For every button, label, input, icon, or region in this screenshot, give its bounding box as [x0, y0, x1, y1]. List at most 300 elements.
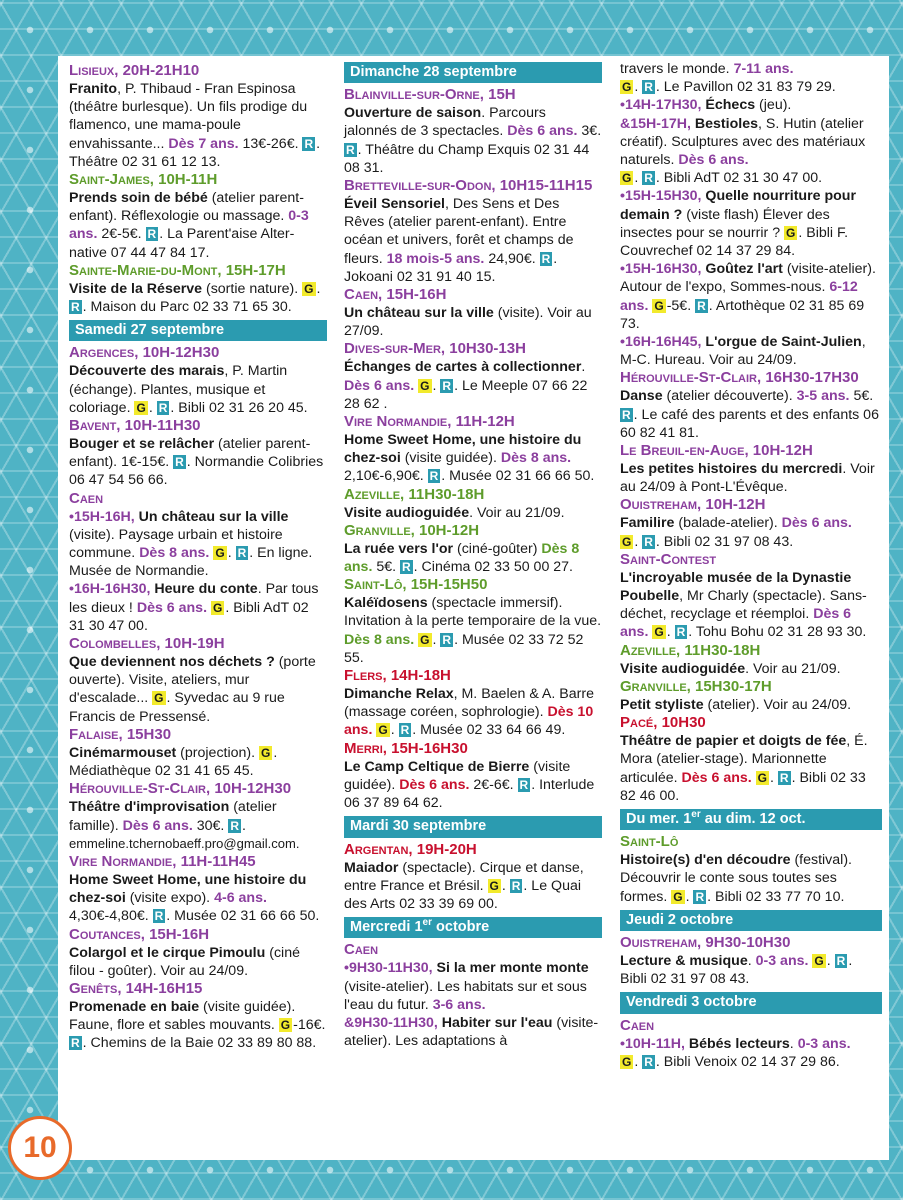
event-text: , S. Hutin (atelier créatif). Sculptures avec des matériaux naturels.: [620, 115, 866, 169]
event-info: . Théâtre 02 31 61 12 13.: [69, 135, 321, 170]
event-info: . Normandie Colibries 06 47 54 56 66.: [69, 454, 324, 489]
price: 3€.: [577, 123, 602, 140]
age-label: Dès 6 ans.: [136, 599, 208, 616]
event-entry: [69, 80, 327, 171]
event-text: (visite expo).: [125, 890, 215, 907]
event-text: (festival). Découvrir le conte sous toutes ses formes.: [620, 852, 852, 905]
event-location: Argences, 10H-12H30: [69, 344, 220, 362]
event-title: Découverte des marais: [69, 363, 225, 380]
event-text: . Parcours jalonnés de 3 spectacles.: [344, 105, 546, 140]
free-badge: G: [136, 400, 146, 415]
day-header: Mardi 30 septembre: [344, 816, 602, 837]
event-text: , Mr Charly (spectacle). Sans-déchet, recyclage et réemploi.: [620, 588, 867, 623]
event-title: Visite audioguidée: [344, 504, 470, 521]
free-badge: G: [654, 298, 664, 313]
free-badge: G: [304, 281, 314, 296]
event-entry: Découverte des marais, P. Martin (échange). Plantes, musique et coloriage. G . R . Bibli 02 31 26 20 45.: [69, 363, 308, 416]
event-location: Bretteville-sur-Odon, 10H15-11H15: [344, 177, 593, 195]
event-title: Home Sweet Home, une histoire du chez-soi: [69, 871, 307, 907]
event-location: Azeville, 11H30-18H: [620, 641, 761, 659]
reservation-badge: R: [346, 142, 355, 157]
event-title: Cinémarmouset: [69, 744, 177, 761]
event-entry: [620, 333, 882, 369]
reservation-badge: R: [429, 469, 439, 484]
event-location: Granville, 15H30-17H: [620, 677, 772, 695]
event-title: La ruée vers l'or: [344, 540, 454, 557]
price: -5€.: [666, 297, 696, 314]
event-title: Histoire(s) d'en découdre: [620, 852, 791, 869]
free-badge: G: [757, 770, 768, 785]
event-title: Bouger et se relâcher: [69, 436, 215, 453]
event-entry: [344, 195, 602, 286]
event-text: .: [747, 952, 756, 969]
event-info: . Bibli F. Couvrechef 02 14 37 29 84.: [620, 224, 849, 260]
event-title: Habiter sur l'eau: [437, 1014, 553, 1031]
event-text: (visite-atelier). Autour de l'expo, Sommes-nous.: [620, 261, 876, 296]
event-title: L'orgue de Saint-Julien: [701, 334, 862, 351]
event-title: Promenade en baie: [69, 998, 200, 1015]
event-text: (atelier famille).: [69, 799, 277, 834]
free-badge: G: [489, 878, 499, 893]
event-entry: [69, 998, 327, 1053]
free-badge: G: [420, 378, 430, 393]
event-title: L'incroyable musée de la Dynastie Poubelle: [620, 569, 852, 605]
age-label: 0-3 ans.: [755, 952, 809, 969]
reservation-badge: R: [237, 546, 247, 561]
age-label: Dès 8 ans.: [500, 450, 572, 467]
event-info: . Bibli 02 31 97 08 43.: [620, 952, 853, 988]
time-bullet: &15H-17H,: [620, 115, 691, 132]
event-info: . Tohu Bohu 02 31 28 93 30.: [688, 624, 867, 641]
event-text: . Voir au 21/09.: [745, 660, 841, 677]
event-entry: •15H-16H, Un château sur la ville (visite). Paysage urbain et histoire commune. Dès 8 ans. G . R . En ligne. Musée de Normandie.: [69, 508, 313, 580]
event-location: Merri, 15H-16H30: [344, 739, 468, 757]
event-info: . Musée 02 31 66 66 50.: [166, 908, 320, 925]
event-location: Sainte-Marie-du-Mont, 15H-17H: [69, 261, 286, 279]
event-location: Caen, 15H-16H: [344, 286, 447, 304]
event-text: (visite guidée).: [344, 758, 571, 793]
event-info: . Théâtre du Champ Exquis 02 31 44 08 31.: [344, 141, 590, 176]
time-bullet: •10H-11H,: [620, 1035, 685, 1052]
free-badge: G: [261, 745, 271, 760]
event-text: , M-C. Hureau. Voir au 24/09.: [620, 334, 866, 369]
reservation-badge: R: [779, 770, 789, 785]
age-label: 7-11 ans.: [733, 61, 794, 77]
event-location: Saint-James, 10H-11H: [69, 171, 218, 189]
event-entry: [620, 696, 882, 714]
event-info: . Cinéma 02 33 50 00 27.: [413, 559, 573, 576]
event-title: Théâtre de papier et doigts de fée: [620, 733, 847, 750]
event-info: . Bibli Venoix 02 14 37 29 86.: [655, 1053, 840, 1070]
event-title: Franito: [69, 81, 118, 97]
event-text: (spectacle immersif). Invitation à la perte temporaire de la vue.: [344, 595, 602, 630]
event-info: . Bibli AdT 02 31 30 47 00.: [655, 170, 823, 187]
event-info: . Musée 02 33 64 66 49.: [412, 722, 566, 739]
event-text: . Par tous les dieux !: [69, 581, 319, 616]
event-entry: [69, 653, 327, 726]
event-entry: Histoire(s) d'en découdre (festival). Découvrir le conte sous toutes ses formes. G . R . Bibli 02 33 77 70 10.: [620, 852, 852, 905]
event-location: Ouistreham, 10H-12H: [620, 496, 766, 514]
column-3: [620, 60, 882, 1071]
event-entry: [620, 660, 882, 678]
event-info: . Bibli 02 33 82 46 00.: [620, 769, 866, 804]
event-location: Caen: [344, 941, 379, 959]
event-text: travers le monde.: [620, 61, 734, 77]
event-entry: [69, 435, 327, 490]
contact-email: emmeline.tchernobaeff.pro@gmail.com.: [69, 835, 300, 851]
event-entry: •10H-11H, Bébés lecteurs. 0-3 ans. G . R . Bibli Venoix 02 14 37 29 86.: [620, 1035, 851, 1070]
event-entry: •14H-17H30, Échecs (jeu). &15H-17H, Bestioles, S. Hutin (atelier créatif). Sculptures avec des matériaux naturels. Dès 6 ans. G . R . Bibli AdT 02 31 30 47 00.: [620, 97, 866, 187]
reservation-badge: R: [304, 136, 314, 151]
event-entry: Maiador (spectacle). Cirque et danse, entre France et Brésil. G . R . Le Quai des Arts 02 33 39 69 00.: [344, 859, 584, 912]
event-location: Hérouville-St-Clair, 16H30-17H30: [620, 369, 859, 387]
event-text: (visite). Paysage urbain et histoire commune.: [69, 526, 283, 562]
event-entry: Familire (balade-atelier). Dès 6 ans. G . R . Bibli 02 31 97 08 43.: [620, 515, 852, 550]
price: 30€.: [192, 817, 229, 834]
age-label: Dès 6 ans.: [620, 606, 852, 641]
event-location: Lisieux, 20H-21H10: [69, 62, 200, 79]
event-info: . Maison du Parc 02 33 71 65 30.: [82, 299, 292, 316]
event-title: Lecture & musique: [620, 952, 748, 969]
age-label: Dès 7 ans.: [168, 135, 239, 152]
free-badge: G: [622, 534, 632, 549]
event-title: Éveil Sensoriel: [344, 196, 445, 213]
event-title: Dimanche Relax: [344, 686, 454, 703]
time-bullet: •16H-16H45,: [620, 334, 702, 351]
event-info: . Bibli 02 31 26 20 45.: [170, 399, 308, 416]
event-entry: [620, 187, 882, 260]
event-title: Goûtez l'art: [701, 261, 783, 278]
event-text: (sortie nature).: [202, 280, 303, 297]
free-badge: G: [814, 953, 824, 968]
event-entry: [344, 431, 602, 486]
event-text: (jeu).: [755, 97, 792, 114]
free-badge: G: [622, 171, 632, 186]
event-location: Saint-Lô: [620, 833, 679, 851]
event-info: . Le Pavillon 02 31 83 79 29.: [655, 79, 836, 96]
age-label: Dès 6 ans.: [681, 769, 752, 786]
age-label: Dès 6 ans.: [399, 776, 470, 793]
reservation-badge: R: [175, 455, 184, 470]
price: 4,30€-4,80€.: [69, 908, 153, 925]
event-location: Coutances, 15H-16H: [69, 925, 210, 943]
event-text: (ciné-goûter): [453, 540, 542, 557]
event-text: (porte ouverte). Visite, ateliers, mur d'escalade...: [69, 654, 316, 707]
event-info: . La Parent'aise Alter-native 07 44 47 84 17.: [69, 226, 295, 261]
reservation-badge: R: [71, 1036, 80, 1051]
day-header-text: octobre: [432, 919, 490, 936]
event-text: (atelier parent-enfant). Réflexologie ou massage.: [69, 190, 304, 225]
time-bullet: •15H-15H30,: [620, 188, 702, 205]
ordinal-suffix: er: [422, 917, 432, 929]
event-info: . Interlude 06 37 89 64 62.: [344, 776, 595, 812]
event-text: , É. Mora (atelier-stage). Marionnette articulée.: [620, 733, 868, 786]
time-bullet: •9H30-11H30,: [344, 960, 433, 977]
event-title: Maiador: [344, 859, 399, 876]
event-entry: [344, 959, 602, 1050]
event-entry: travers le monde. 7-11 ans. G . R . Le Pavillon 02 31 83 79 29.: [620, 61, 836, 96]
event-text: (visite-atelier). Les habitats sur et sous l'eau du futur.: [344, 978, 587, 1013]
event-text: , M. Baelen & A. Barre (massage coréen, sophrologie).: [344, 686, 594, 721]
reservation-badge: R: [695, 889, 705, 904]
reservation-badge: R: [154, 909, 164, 924]
event-entry: [69, 580, 327, 635]
event-entry: [620, 260, 882, 333]
event-title: Que deviennent nos déchets ?: [69, 654, 275, 671]
event-location: Bavent, 10H-11H30: [69, 417, 201, 435]
age-label: 3-6 ans.: [432, 996, 486, 1013]
event-title: Un château sur la ville: [344, 305, 494, 322]
event-entry: [69, 189, 327, 262]
time-bullet: &9H30-11H30,: [344, 1014, 438, 1031]
free-badge: G: [622, 80, 632, 95]
reservation-badge: R: [147, 227, 157, 242]
age-label: 6-12 ans.: [620, 279, 858, 314]
event-location: Genêts, 14H-16H15: [69, 979, 203, 997]
day-header: Samedi 27 septembre: [69, 320, 327, 341]
event-location: Argentan, 19H-20H: [344, 840, 477, 858]
event-entry: [69, 871, 327, 926]
event-text: (atelier découverte).: [662, 388, 797, 405]
event-text: (visite). Voir au 27/09.: [344, 305, 592, 340]
event-title: Visite de la Réserve: [69, 280, 203, 297]
reservation-badge: R: [644, 1054, 653, 1069]
event-entry: [344, 504, 602, 522]
event-entry: Échanges de cartes à collectionner. Dès 6 ans. G . R . Le Meeple 07 66 22 28 62 .: [344, 359, 588, 412]
free-badge: G: [378, 723, 388, 738]
event-title: Kaléïdosens: [344, 595, 428, 612]
event-text: . Voir au 21/09.: [469, 504, 565, 521]
event-text: , P. Thibaud - Fran Espinosa (théâtre burlesque). Un fils prodige du flamenco, une mama-poule envahissante...: [69, 81, 308, 152]
event-entry: [344, 540, 602, 576]
event-title: Échecs: [701, 97, 756, 114]
event-text: (visite guidée). Faune, flore et sables mouvants.: [69, 998, 296, 1034]
event-title: Petit styliste: [620, 696, 704, 713]
age-label: Dès 6 ans.: [344, 377, 415, 394]
price: 2€-5€.: [97, 226, 146, 243]
event-location: Le Breuil-en-Auge, 10H-12H: [620, 442, 813, 460]
event-title: Les petites histoires du mercredi: [620, 461, 843, 478]
event-info: . Chemins de la Baie 02 33 89 80 88.: [82, 1035, 317, 1052]
event-title: Si la mer monte monte: [432, 960, 589, 977]
time-bullet: •15H-16H30,: [620, 261, 702, 278]
agenda-page: [58, 56, 889, 1160]
event-entry: [620, 387, 882, 442]
reservation-badge: R: [644, 80, 653, 95]
price: 5€.: [372, 559, 400, 576]
event-title: Familire: [620, 515, 675, 532]
event-title: Visite audioguidée: [620, 660, 746, 677]
event-title: Bébés lecteurs: [684, 1035, 790, 1052]
event-text: , Des Sens et Des Rêves (atelier parent-enfant). Entre océan et univers, forêt et champs de fleurs.: [344, 196, 574, 267]
event-text: .: [789, 1035, 798, 1052]
column-2: [344, 58, 602, 1050]
age-label: 0-3 ans.: [69, 208, 309, 243]
price: 2€-6€.: [469, 776, 518, 793]
event-entry: Théâtre de papier et doigts de fée, É. Mora (atelier-stage). Marionnette articulée. Dès 6 ans. G . R . Bibli 02 33 82 46 00.: [620, 733, 868, 804]
event-text: . Voir au 24/09 à Pont-L'Évêque.: [620, 461, 875, 496]
event-location: Azeville, 11H30-18H: [344, 485, 485, 503]
reservation-badge: R: [511, 878, 521, 893]
free-badge: G: [673, 889, 683, 904]
event-location: Pacé, 10H30: [620, 714, 706, 732]
day-header: [620, 809, 882, 830]
reservation-badge: R: [676, 625, 686, 640]
event-location: Ouistreham, 9H30-10H30: [620, 933, 791, 951]
event-location: Vire Normandie, 11H-12H: [344, 413, 515, 431]
event-text: (projection).: [176, 744, 260, 761]
age-label: Dès 8 ans.: [344, 631, 415, 648]
age-label: 0-3 ans.: [797, 1035, 851, 1052]
reservation-badge: R: [71, 300, 80, 315]
event-text: (balade-atelier).: [674, 515, 782, 532]
event-title: Colargol et le cirque Pimoulu: [69, 944, 266, 961]
time-bullet: •16H-16H30,: [69, 581, 151, 598]
free-badge: G: [154, 691, 164, 706]
event-entry: [69, 798, 327, 853]
free-badge: G: [212, 600, 223, 615]
event-info: . Jokoani 02 31 91 40 15.: [344, 250, 558, 285]
event-text: , P. Martin (échange). Plantes, musique et coloriage.: [69, 363, 288, 416]
column-1: [69, 62, 327, 1053]
event-entry: [344, 104, 602, 177]
event-info: . Le Meeple 07 66 22 28 62 .: [344, 377, 588, 412]
free-badge: G: [280, 1018, 291, 1033]
reservation-badge: R: [697, 298, 706, 313]
free-badge: G: [420, 632, 430, 647]
event-entry: Dimanche Relax, M. Baelen & A. Barre (massage coréen, sophrologie). Dès 10 ans. G . R . Musée 02 33 64 66 49.: [344, 686, 594, 739]
day-header: [344, 917, 602, 938]
event-info: . Artothèque 02 31 85 69 73.: [620, 297, 865, 332]
event-info: . Syvedac au 9 rue Francis de Pressensé.: [69, 690, 285, 725]
price: 2,10€-6,90€.: [344, 468, 428, 485]
event-title: Prends soin de bébé: [69, 190, 208, 207]
age-label: Dès 6 ans.: [122, 817, 193, 834]
reservation-badge: R: [442, 378, 452, 393]
event-info: . Le Quai des Arts 02 33 39 69 00.: [344, 877, 581, 912]
reservation-badge: R: [644, 171, 653, 186]
reservation-badge: R: [836, 953, 846, 968]
event-info: . Musée 02 31 66 66 50.: [441, 468, 595, 485]
age-label: Dès 6 ans.: [781, 515, 852, 532]
age-label: Dès 10 ans.: [344, 704, 594, 739]
event-location: Caen: [69, 489, 104, 507]
event-info: . Bibli AdT 02 31 30 47 00.: [69, 599, 309, 634]
reservation-badge: R: [541, 251, 551, 266]
reservation-badge: R: [400, 723, 410, 738]
event-entry: Visite de la Réserve (sortie nature). G . R . Maison du Parc 02 33 71 65 30.: [69, 280, 321, 316]
event-entry: Kaléïdosens (spectacle immersif). Invitation à la perte temporaire de la vue. Dès 8 ans. G . R . Musée 02 33 72 52 55.: [344, 595, 602, 666]
day-header: Jeudi 2 octobre: [620, 910, 882, 931]
event-text: (spectacle). Cirque et danse, entre France et Brésil.: [344, 859, 584, 894]
event-title: Heure du conte: [150, 581, 258, 598]
free-badge: G: [786, 225, 796, 240]
event-text: (visite guidée).: [400, 450, 501, 467]
event-info: . Musée 02 33 72 52 55.: [344, 631, 584, 666]
event-title: Théâtre d'improvisation: [69, 799, 230, 816]
day-header-text: Mercredi 1: [350, 919, 423, 936]
event-info: . Bibli 02 33 77 70 10.: [707, 888, 845, 905]
age-label: 3-5 ans.: [796, 388, 850, 405]
event-entry: L'incroyable musée de la Dynastie Poubelle, Mr Charly (spectacle). Sans-déchet, recyclage et réemploi. Dès 6 ans. G . R . Tohu Bohu 02 31 28 93 30.: [620, 569, 867, 641]
reservation-badge: R: [622, 407, 631, 422]
event-location: Caen: [620, 1016, 655, 1034]
event-title: Échanges de cartes à collectionner: [344, 359, 582, 376]
age-label: Dès 8 ans.: [139, 545, 210, 562]
price: 5€.: [849, 388, 874, 405]
event-location: Vire Normandie, 11H-11H45: [69, 852, 256, 870]
event-text: (ciné filou - goûter). Voir au 24/09.: [69, 944, 300, 979]
event-location: Falaise, 15H30: [69, 725, 172, 743]
event-location: Colombelles, 10H-19H: [69, 635, 225, 653]
time-bullet: •14H-17H30,: [620, 97, 702, 114]
event-title: Ouverture de saison: [344, 105, 482, 122]
reservation-badge: R: [230, 818, 239, 833]
event-text: .: [581, 359, 586, 376]
event-info: . Bibli 02 31 97 08 43.: [655, 533, 794, 550]
event-title: Le Camp Celtique de Bierre: [344, 758, 530, 775]
price: 24,90€.: [484, 250, 540, 267]
event-title: Danse: [620, 388, 663, 405]
age-label: Dès 6 ans.: [678, 152, 749, 169]
event-text: (atelier). Voir au 24/09.: [703, 696, 852, 713]
event-location: Granville, 10H-12H: [344, 521, 480, 539]
age-label: 4-6 ans.: [214, 890, 267, 907]
free-badge: G: [215, 546, 225, 561]
age-label: Dès 6 ans.: [507, 123, 578, 140]
event-info: . En ligne. Musée de Normandie.: [69, 545, 313, 580]
age-label: 18 mois-5 ans.: [386, 250, 485, 267]
event-location: Dives-sur-Mer, 10H30-13H: [344, 340, 526, 358]
ordinal-suffix: er: [691, 809, 701, 821]
reservation-badge: R: [644, 534, 653, 549]
event-entry: [344, 758, 602, 813]
page-number: 10: [8, 1116, 72, 1180]
event-info: .: [241, 817, 246, 834]
day-header: Vendredi 3 octobre: [620, 992, 882, 1013]
event-title: Bestioles: [690, 115, 758, 132]
reservation-badge: R: [158, 400, 168, 415]
event-title: Quelle nourriture pour demain ?: [620, 188, 856, 223]
time-bullet: •15H-16H,: [69, 508, 135, 525]
event-info: . Le café des parents et des enfants 06 60 82 41 81.: [620, 406, 879, 441]
free-badge: G: [654, 625, 664, 640]
event-info: . Médiathèque 02 31 41 65 45.: [69, 744, 278, 780]
day-header: Dimanche 28 septembre: [344, 62, 602, 83]
day-header-text: au dim. 12 oct.: [700, 810, 806, 827]
event-location: Saint-Contest: [620, 550, 717, 568]
reservation-badge: R: [402, 560, 411, 575]
event-entry: [69, 744, 327, 780]
price: 13€-26€.: [238, 135, 299, 152]
event-text: (viste flash) Élever des insectes pour se nourrir ?: [620, 206, 830, 241]
event-entry: Lecture & musique. 0-3 ans. G . R . Bibli 02 31 97 08 43.: [620, 952, 853, 988]
event-location: Hérouville-St-Clair, 10H-12H30: [69, 780, 292, 798]
event-title: Home Sweet Home, une histoire du chez-soi: [344, 432, 582, 467]
event-location: Blainville-sur-Orne, 15H: [344, 86, 516, 104]
event-entry: [69, 944, 327, 980]
price: -16€.: [293, 1017, 326, 1034]
event-location: Saint-Lô, 15H-15H50: [344, 576, 488, 594]
day-header-text: Du mer. 1: [626, 810, 692, 827]
event-text: (atelier parent-enfant). 1€-15€.: [69, 436, 311, 471]
free-badge: G: [622, 1054, 632, 1069]
reservation-badge: R: [442, 632, 452, 647]
event-entry: [620, 460, 882, 496]
event-entry: [344, 304, 602, 340]
age-label: Dès 8 ans.: [344, 540, 580, 576]
event-title: Un château sur la ville: [134, 508, 289, 525]
